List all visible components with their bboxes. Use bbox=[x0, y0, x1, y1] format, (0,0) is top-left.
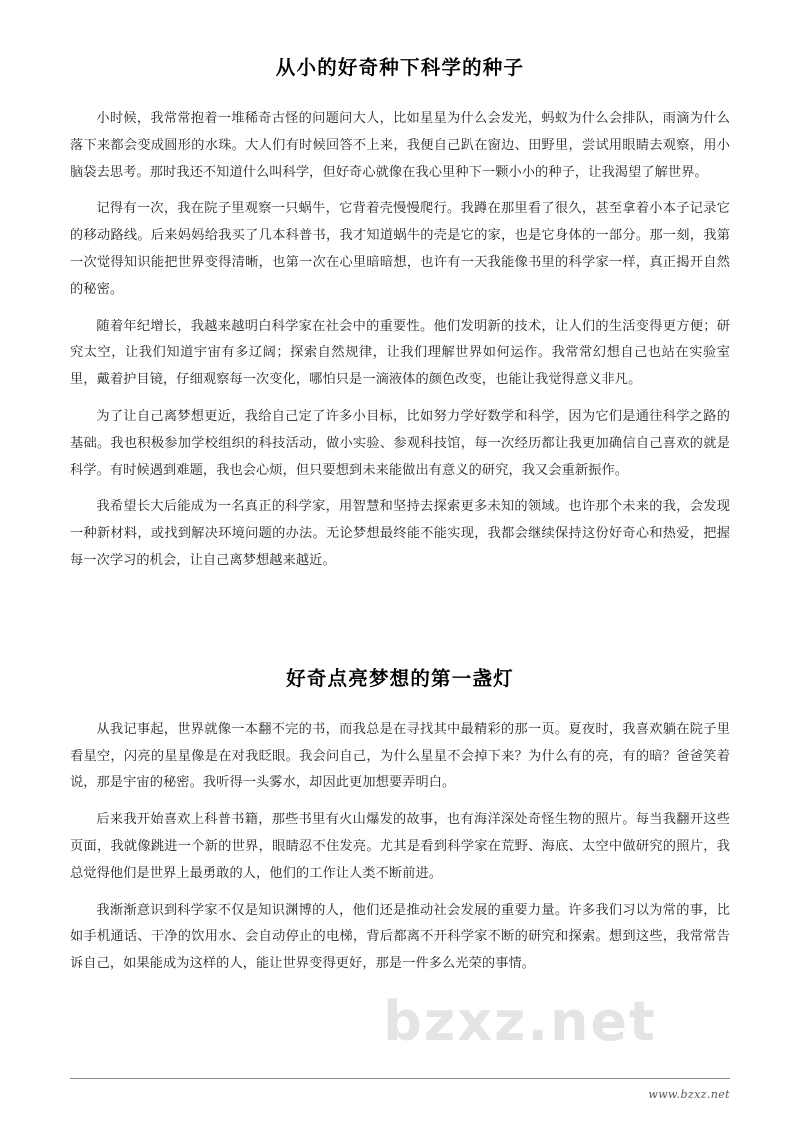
article-separator bbox=[70, 575, 730, 611]
article-1-paragraph-4: 为了让自己离梦想更近，我给自己定了许多小目标，比如努力学好数学和科学，因为它们是通往科学之路的基础。我也积极参加学校组织的科技活动，做小实验、参观科技馆，每一次经历都让我更加确信自己喜欢的就是科学。有时候遇到难题，我也会心烦，但只要想到未来能做出有意义的研究，我又会重新振作。 bbox=[70, 408, 730, 478]
article-2 bbox=[70, 611, 730, 978]
article-1 bbox=[70, 44, 730, 575]
article-1-paragraph-5: 我希望长大后能成为一名真正的科学家，用智慧和坚持去探索更多未知的领域。也许那个未来的我，会发现一种新材料，或找到解决环境问题的办法。无论梦想最终能不能实现，我都会继续保持这份好奇心和热爱，把握每一次学习的机会，让自己离梦想越来越近。 bbox=[70, 499, 730, 568]
article-2-paragraph-2: 后来我开始喜欢上科普书籍，那些书里有火山爆发的故事，也有海洋深处奇怪生物的照片。每当我翻开这些页面，我就像跳进一个新的世界，眼睛忍不住发亮。尤其是看到科学家在荒野、海底、太空中做研究的照片，我总觉得他们是世界上最勇敢的人，他们的工作让人类不断前进。 bbox=[70, 812, 730, 881]
article-2-paragraph-3: 我渐渐意识到科学家不仅是知识渊博的人，他们还是推动社会发展的重要力量。许多我们习以为常的事，比如手机通话、干净的饮用水、会自动停止的电梯，背后都离不开科学家不断的研究和探索。想到这些，我常常告诉自己，如果能成为这样的人，能让世界变得更好，那是一件多么光荣的事情。 bbox=[70, 902, 730, 972]
footer-site-url: www.bzxz.net bbox=[648, 1088, 730, 1101]
article-1-title: 从小的好奇种下科学的种子 bbox=[275, 56, 525, 79]
article-2-title: 好奇点亮梦想的第一盏灯 bbox=[286, 666, 514, 690]
article-1-paragraph-2: 记得有一次，我在院子里观察一只蜗牛，它背着壳慢慢爬行。我蹲在那里看了很久，甚至拿着小本子记录它的移动路线。后来妈妈给我买了几本科普书，我才知道蜗牛的壳是它的家，也是它身体的一部分。那一刻，我第一次觉得知识能把世界变得清晰，也第一次在心里暗暗想，也许有一天我能像书里的科学家一样，真正揭开自然的秘密。 bbox=[70, 201, 730, 297]
article-1-paragraph-3: 随着年纪增长，我越来越明白科学家在社会中的重要性。他们发明新的技术，让人们的生活变得更方便；研究太空，让我们知道宇宙有多辽阔；探索自然规律，让我们理解世界如何运作。我常常幻想自己也站在实验室里，戴着护目镜，仔细观察每一次变化，哪怕只是一滴液体的颜色改变，也能让我觉得意义非凡。 bbox=[70, 318, 730, 388]
footer-divider bbox=[70, 1078, 730, 1079]
article-2-paragraph-1: 从我记事起，世界就像一本翻不完的书，而我总是在寻找其中最精彩的那一页。夏夜时，我喜欢躺在院子里看星空，闪亮的星星像是在对我眨眼。我会问自己，为什么星星不会掉下来？为什么有的亮，有的暗？爸爸笑着说，那是宇宙的秘密。我听得一头雾水，却因此更加想要弄明白。 bbox=[70, 721, 730, 791]
watermark: bzxz.net bbox=[383, 990, 657, 1053]
article-1-paragraph-1: 小时候，我常常抱着一堆稀奇古怪的问题问大人，比如星星为什么会发光，蚂蚁为什么会排队，雨滴为什么落下来都会变成圆形的水珠。大人们有时候回答不上来，我便自己趴在窗边、田野里，尝试用眼睛去观察，用小脑袋去思考。那时我还不知道什么叫科学，但好奇心就像在我心里种下一颗小小的种子，让我渴望了解世界。 bbox=[70, 111, 730, 180]
